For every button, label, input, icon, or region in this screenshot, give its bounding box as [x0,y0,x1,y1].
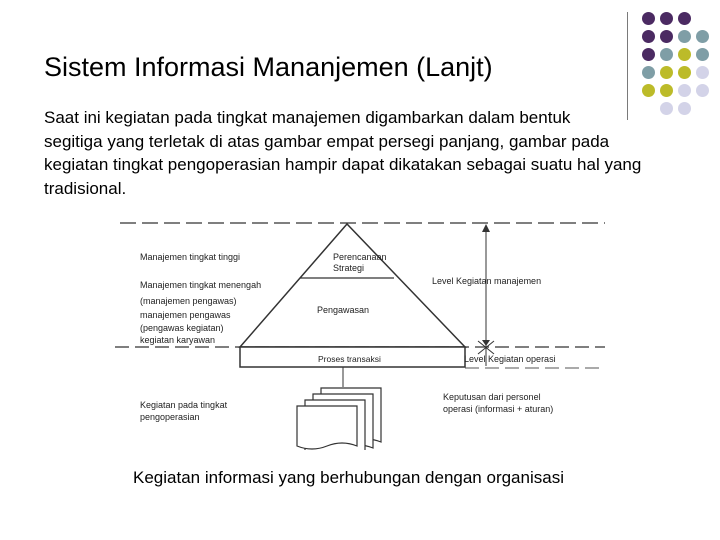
teal-dot [696,48,709,61]
label-middle-manager: kegiatan karyawan [140,335,216,345]
purple-dot [642,12,655,25]
label-top-manager: Manajemen tingkat tinggi [140,252,241,262]
document-stack-icon [297,388,381,450]
purple-dot [678,12,691,25]
diagram-caption: Kegiatan informasi yang berhubungan dengan organisasi [133,468,564,487]
label-supervision: Pengawasan [317,305,370,315]
teal-dot [660,48,673,61]
label-personnel-decisions: operasi (informasi + aturan) [443,404,554,414]
lavender-dot [678,84,691,97]
label-middle-manager: (manajemen pengawas) [140,296,237,306]
label-transaction-processing: Proses transaksi [318,354,381,364]
label-middle-manager: manajemen pengawas [140,310,231,320]
purple-dot [642,48,655,61]
paragraph-line: kegiatan tingkat pengoperasian hampir dapat dikatakan sebagai suatu hal yang [44,155,642,174]
olive-dot [678,48,691,61]
label-strategic-planning: Strategi [333,263,365,273]
teal-dot [678,30,691,43]
label-operations: pengoperasian [140,412,200,422]
teal-dot [696,30,709,43]
label-middle-manager: (pengawas kegiatan) [140,323,224,333]
label-operations-level: Level Kegiatan operasi [464,354,556,364]
purple-dot [660,12,673,25]
organization-information-diagram [0,205,720,450]
arrowhead-up-icon [482,224,490,232]
olive-dot [642,84,655,97]
olive-dot [678,66,691,79]
paragraph-line: segitiga yang terletak di atas gambar empat persegi panjang, gambar pada [44,131,610,151]
paragraph-line: Saat ini kegiatan pada tingkat manajemen digambarkan dalam bentuk [44,108,571,127]
purple-dot [660,30,673,43]
decorative-divider [627,12,628,120]
label-management-level: Level Kegiatan manajemen [432,276,542,286]
olive-dot [660,66,673,79]
lavender-dot [696,66,709,79]
purple-dot [642,30,655,43]
label-strategic-planning: Perencanaan [333,252,387,262]
lavender-dot [696,84,709,97]
body-paragraph [44,106,694,200]
teal-dot [642,66,655,79]
label-operations: Kegiatan pada tingkat [140,400,228,410]
slide-title: Sistem Informasi Mananjemen (Lanjt) [44,52,493,82]
label-personnel-decisions: Keputusan dari personel [443,392,541,402]
decorative-dot-grid [636,10,720,120]
paragraph-line: tradisional. [44,178,127,198]
label-middle-manager: Manajemen tingkat menengah [140,280,262,290]
olive-dot [660,84,673,97]
